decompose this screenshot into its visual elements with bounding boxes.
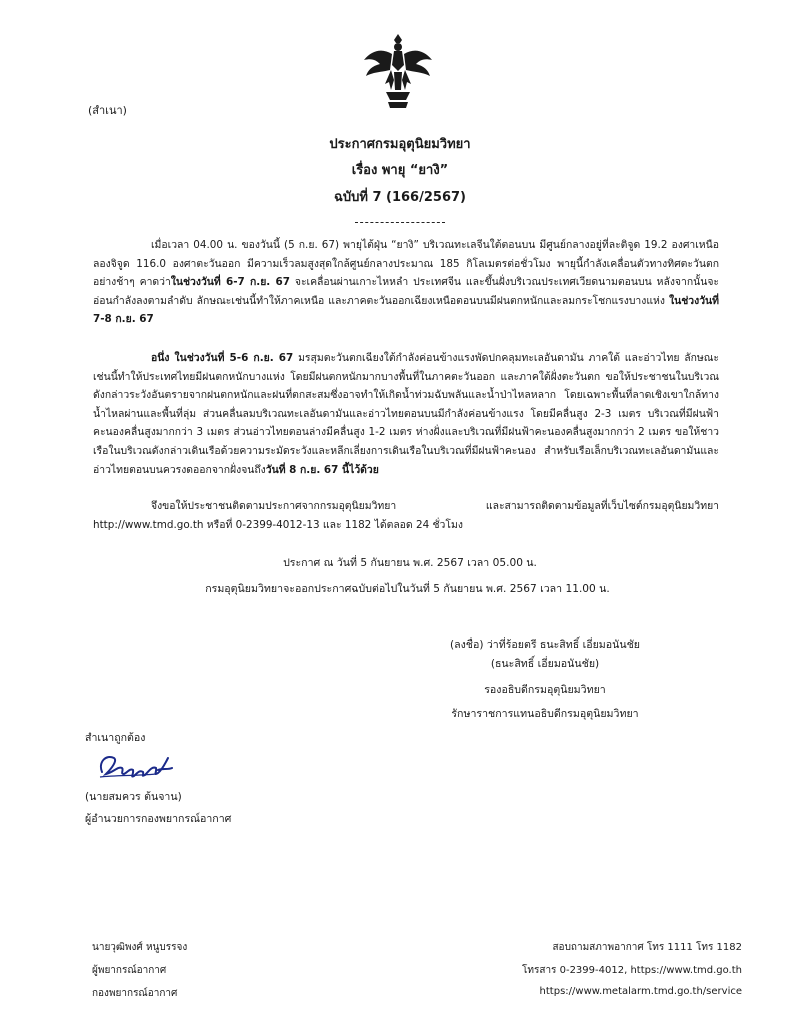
garuda-emblem-icon bbox=[358, 30, 438, 110]
footer-service-link[interactable]: https://www.metalarm.tmd.go.th/service bbox=[539, 986, 742, 997]
paragraph-storm-position: เมื่อเวลา 04.00 น. ของวันนี้ (5 ก.ย. 67) พายุไต้ฝุ่น “ยางิ” บริเวณทะเลจีนใต้ตอนบน มีศูนย์กลางอยู่ที่ละติจูด 19.2 องศาเหนือ ลองจิจูด 116.0 องศาตะวันออก มีความเร็วลมสูงสุดใกล้ศูนย์กลางประมาณ 185 กิโลเมตรต่อชั่วโมง พายุนี้กำลังเคลื่อนตัวทางทิศตะวันตกอย่างช้าๆ คาดว่าในช่วงวันที่ 6-7 ก.ย. 67 จะเคลื่อนผ่านเกาะไหหลำ ประเทศจีน และขึ้นฝั่งบริเวณประเทศเวียดนามตอนบน หลังจากนั้นจะอ่อนกำลังลงตามลำดับ ลักษณะเช่นนี้ทำให้ภาคเหนือ และภาคตะวันออกเฉียงเหนือตอนบนมีฝนตกหนักและลมกระโชกแรงบางแห่ง ในช่วงวันที่ 7-8 ก.ย. 67 bbox=[93, 239, 719, 326]
signatory-position: รองอธิบดีกรมอุตุนิยมวิทยา bbox=[484, 684, 606, 696]
announcement-issue: ฉบับที่ 7 (166/2567) bbox=[334, 190, 466, 205]
paragraph-monsoon-warning: อนึ่ง ในช่วงวันที่ 5-6 ก.ย. 67 มรสุมตะวันตกเฉียงใต้กำลังค่อนข้างแรงพัดปกคลุมทะเลอันดามัน ภาคใต้ และอ่าวไทย ลักษณะเช่นนี้ทำให้ประเทศไทยมีฝนตกหนักบางแห่ง โดยมีฝนตกหนักมากบางพื้นที่ในภาคตะวันออก และภาคใต้ฝั่งตะวันตก ขอให้ประชาชนในบริเวณดังกล่าวระวังอันตรายจากฝนตกหนักและฝนที่ตกสะสมซึ่งอาจทำให้เกิดน้ำท่วมฉับพลันและน้ำป่าไหลหลาก โดยเฉพาะพื้นที่ลาดเชิงเขาใกล้ทางน้ำไหลผ่านและพื้นที่ลุ่ม ส่วนคลื่นลมบริเวณทะเลอันดามันและอ่าวไทยตอนบนมีกำลังค่อนข้างแรง โดยมีคลื่นสูง 2-3 เมตร บริเวณที่มีฝนฟ้าคะนองคลื่นสูงมากกว่า 3 เมตร ส่วนอ่าวไทยตอนล่างมีคลื่นสูง 1-2 เมตร ห่างฝั่งและบริเวณที่มีฝนฟ้าคะนองคลื่นสูงมากกว่า 2 เมตร ขอให้ชาวเรือในบริเวณดังกล่าวเดินเรือด้วยความระมัดระวังและหลีกเลี่ยงการเดินเรือในบริเวณที่มีฝนฟ้าคะนอง สำหรับเรือเล็กบริเวณทะเลอันดามันและอ่าวไทยตอนบนควรงดออกจากฝั่งจนถึงวันที่ 8 ก.ย. 67 นี้ไว้ด้วย bbox=[93, 352, 719, 476]
certifier-name: (นายสมควร ต้นจาน) bbox=[85, 791, 182, 803]
certifier-position: ผู้อำนวยการกองพยากรณ์อากาศ bbox=[85, 813, 232, 825]
paragraph-follow-updates: จึงขอให้ประชาชนติดตามประกาศจากกรมอุตุนิยมวิทยา และสามารถติดตามข้อมูลที่เว็บไซต์กรมอุตุนิยมวิทยา http://www.tmd.go.th หรือที่ 0-2399-4012-13 และ 1182 ได้ตลอด 24 ชั่วโมง bbox=[93, 500, 719, 531]
footer-forecaster-name: นายวุฒิพงศ์ หนูบรรจง bbox=[92, 942, 188, 953]
certified-copy-label: สำเนาถูกต้อง bbox=[85, 732, 146, 744]
handwritten-signature bbox=[96, 748, 178, 782]
announcement-title: ประกาศกรมอุตุนิยมวิทยา bbox=[329, 137, 471, 152]
footer-hotline: สอบถามสภาพอากาศ โทร 1111 โทร 1182 bbox=[552, 942, 742, 953]
next-announcement: กรมอุตุนิยมวิทยาจะออกประกาศฉบับต่อไปในวันที่ 5 กันยายน พ.ศ. 2567 เวลา 11.00 น. bbox=[205, 583, 610, 595]
footer-fax-website: โทรสาร 0-2399-4012, https://www.tmd.go.th bbox=[522, 965, 742, 976]
footer-forecaster-division: กองพยากรณ์อากาศ bbox=[92, 988, 178, 999]
title-divider bbox=[355, 222, 445, 223]
signatory-acting-position: รักษาราชการแทนอธิบดีกรมอุตุนิยมวิทยา bbox=[451, 708, 639, 720]
announcement-subject: เรื่อง พายุ “ยางิ” bbox=[351, 163, 449, 178]
copy-tag: (สำเนา) bbox=[88, 104, 127, 117]
signatory-name: (ธนะสิทธิ์ เอี่ยมอนันชัย) bbox=[490, 658, 600, 670]
announcement-date: ประกาศ ณ วันที่ 5 กันยายน พ.ศ. 2567 เวลา 05.00 น. bbox=[283, 557, 537, 569]
signatory-signed: (ลงชื่อ) ว่าที่ร้อยตรี ธนะสิทธิ์ เอี่ยมอนันชัย bbox=[449, 639, 641, 651]
footer-forecaster-role: ผู้พยากรณ์อากาศ bbox=[92, 965, 167, 976]
